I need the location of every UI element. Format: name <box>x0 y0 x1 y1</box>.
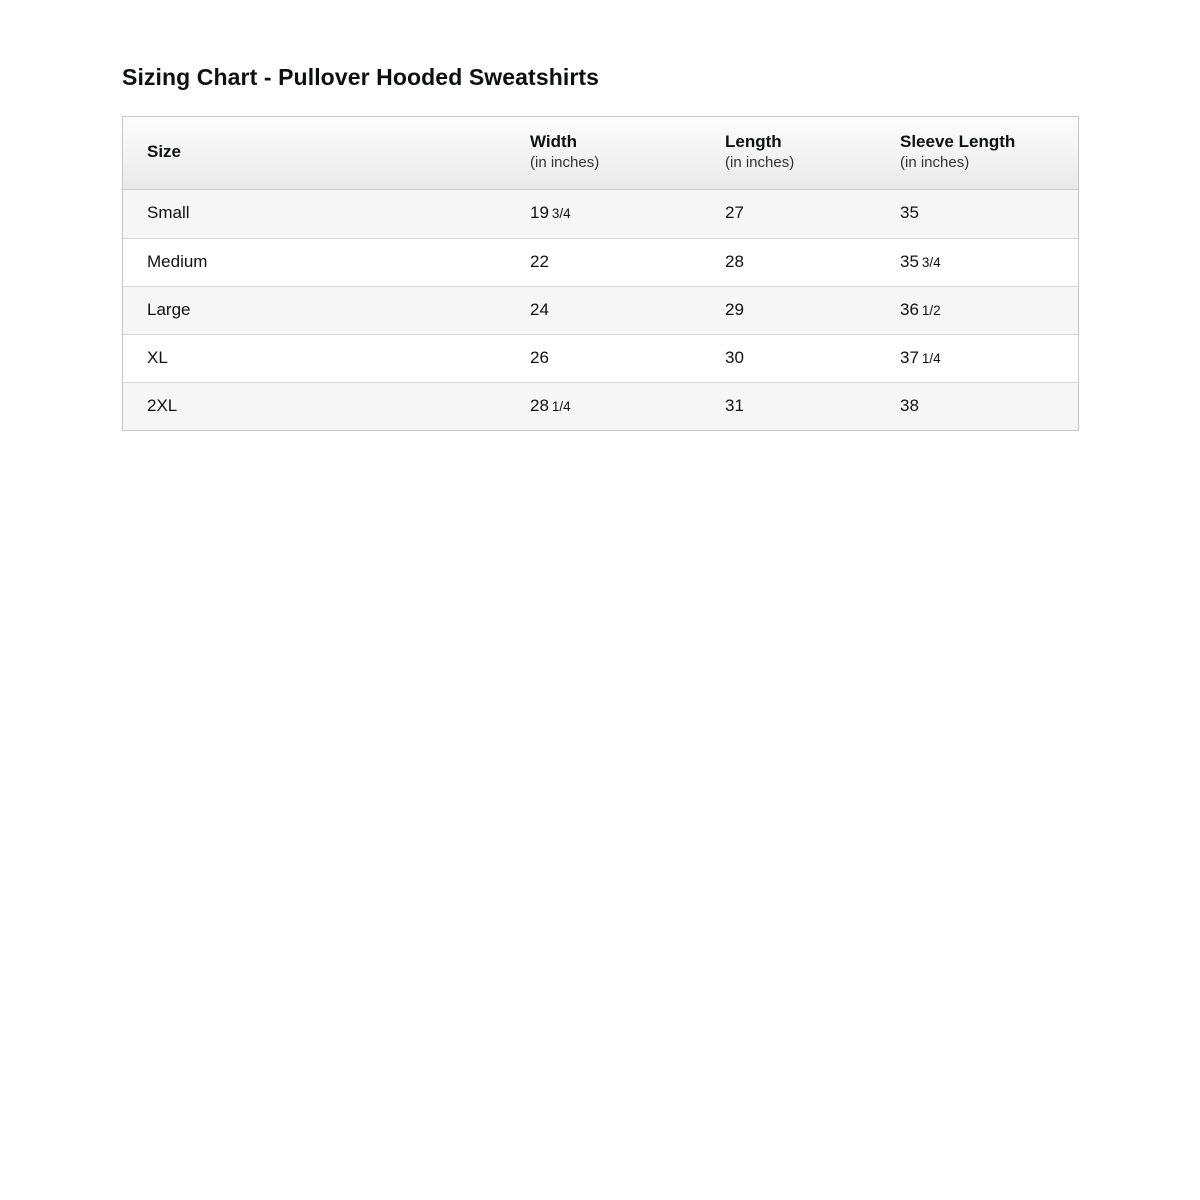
value-whole: 37 <box>900 347 919 367</box>
column-sublabel: (in inches) <box>900 154 970 171</box>
column-label: Size <box>147 142 182 161</box>
value-fraction: 1/4 <box>921 350 941 366</box>
sleeve-cell <box>876 190 1078 238</box>
value-whole: 38 <box>900 395 919 415</box>
column-sublabel: (in inches) <box>530 154 600 171</box>
value-whole: 29 <box>725 299 744 319</box>
size-cell: Small <box>123 190 506 238</box>
length-cell <box>701 334 876 382</box>
table-row-xl <box>123 334 1078 382</box>
value-fraction: 3/4 <box>921 254 941 270</box>
value-whole: 24 <box>530 299 549 319</box>
column-sublabel: (in inches) <box>725 154 795 171</box>
value-whole: 22 <box>530 251 549 271</box>
sleeve-cell <box>876 286 1078 334</box>
width-cell <box>506 238 701 286</box>
column-label: Width <box>530 132 578 151</box>
width-cell <box>506 334 701 382</box>
value-whole: 35 <box>900 251 919 271</box>
size-cell: Medium <box>123 238 506 286</box>
value-whole: 35 <box>900 203 919 222</box>
value-fraction: 3/4 <box>551 206 571 221</box>
sleeve-cell <box>876 382 1078 430</box>
sleeve-cell <box>876 334 1078 382</box>
length-cell <box>701 382 876 430</box>
value-whole: 30 <box>725 347 744 367</box>
column-header-size <box>123 117 506 190</box>
width-cell <box>506 286 701 334</box>
size-cell: Large <box>123 286 506 334</box>
value-fraction: 1/2 <box>921 302 941 318</box>
value-whole: 28 <box>725 251 744 271</box>
sizing-chart-table <box>122 116 1079 431</box>
table-header <box>123 117 1078 190</box>
column-label: Sleeve Length <box>900 132 1016 151</box>
header-row <box>123 117 1078 190</box>
value-whole: 31 <box>725 395 744 415</box>
page-title: Sizing Chart - Pullover Hooded Sweatshirts <box>122 64 600 90</box>
table-row-large <box>123 286 1078 334</box>
column-label: Length <box>725 132 782 151</box>
value-whole: 26 <box>530 347 549 367</box>
table-row-small <box>123 190 1078 238</box>
value-whole: 28 <box>530 395 549 415</box>
sleeve-cell <box>876 238 1078 286</box>
column-header-width <box>506 117 701 190</box>
width-cell <box>506 382 701 430</box>
table-row-medium <box>123 238 1078 286</box>
column-header-length <box>701 117 876 190</box>
size-cell: XL <box>123 334 506 382</box>
sizing-chart-section <box>122 64 1079 431</box>
length-cell <box>701 238 876 286</box>
width-cell <box>506 190 701 238</box>
value-fraction: 1/4 <box>551 398 571 414</box>
table-body <box>123 190 1078 430</box>
length-cell <box>701 286 876 334</box>
value-whole: 27 <box>725 203 744 222</box>
column-header-sleeve-length <box>876 117 1078 190</box>
value-whole: 36 <box>900 299 919 319</box>
value-whole: 19 <box>530 203 549 222</box>
size-cell: 2XL <box>123 382 506 430</box>
table-row-2xl <box>123 382 1078 430</box>
length-cell <box>701 190 876 238</box>
